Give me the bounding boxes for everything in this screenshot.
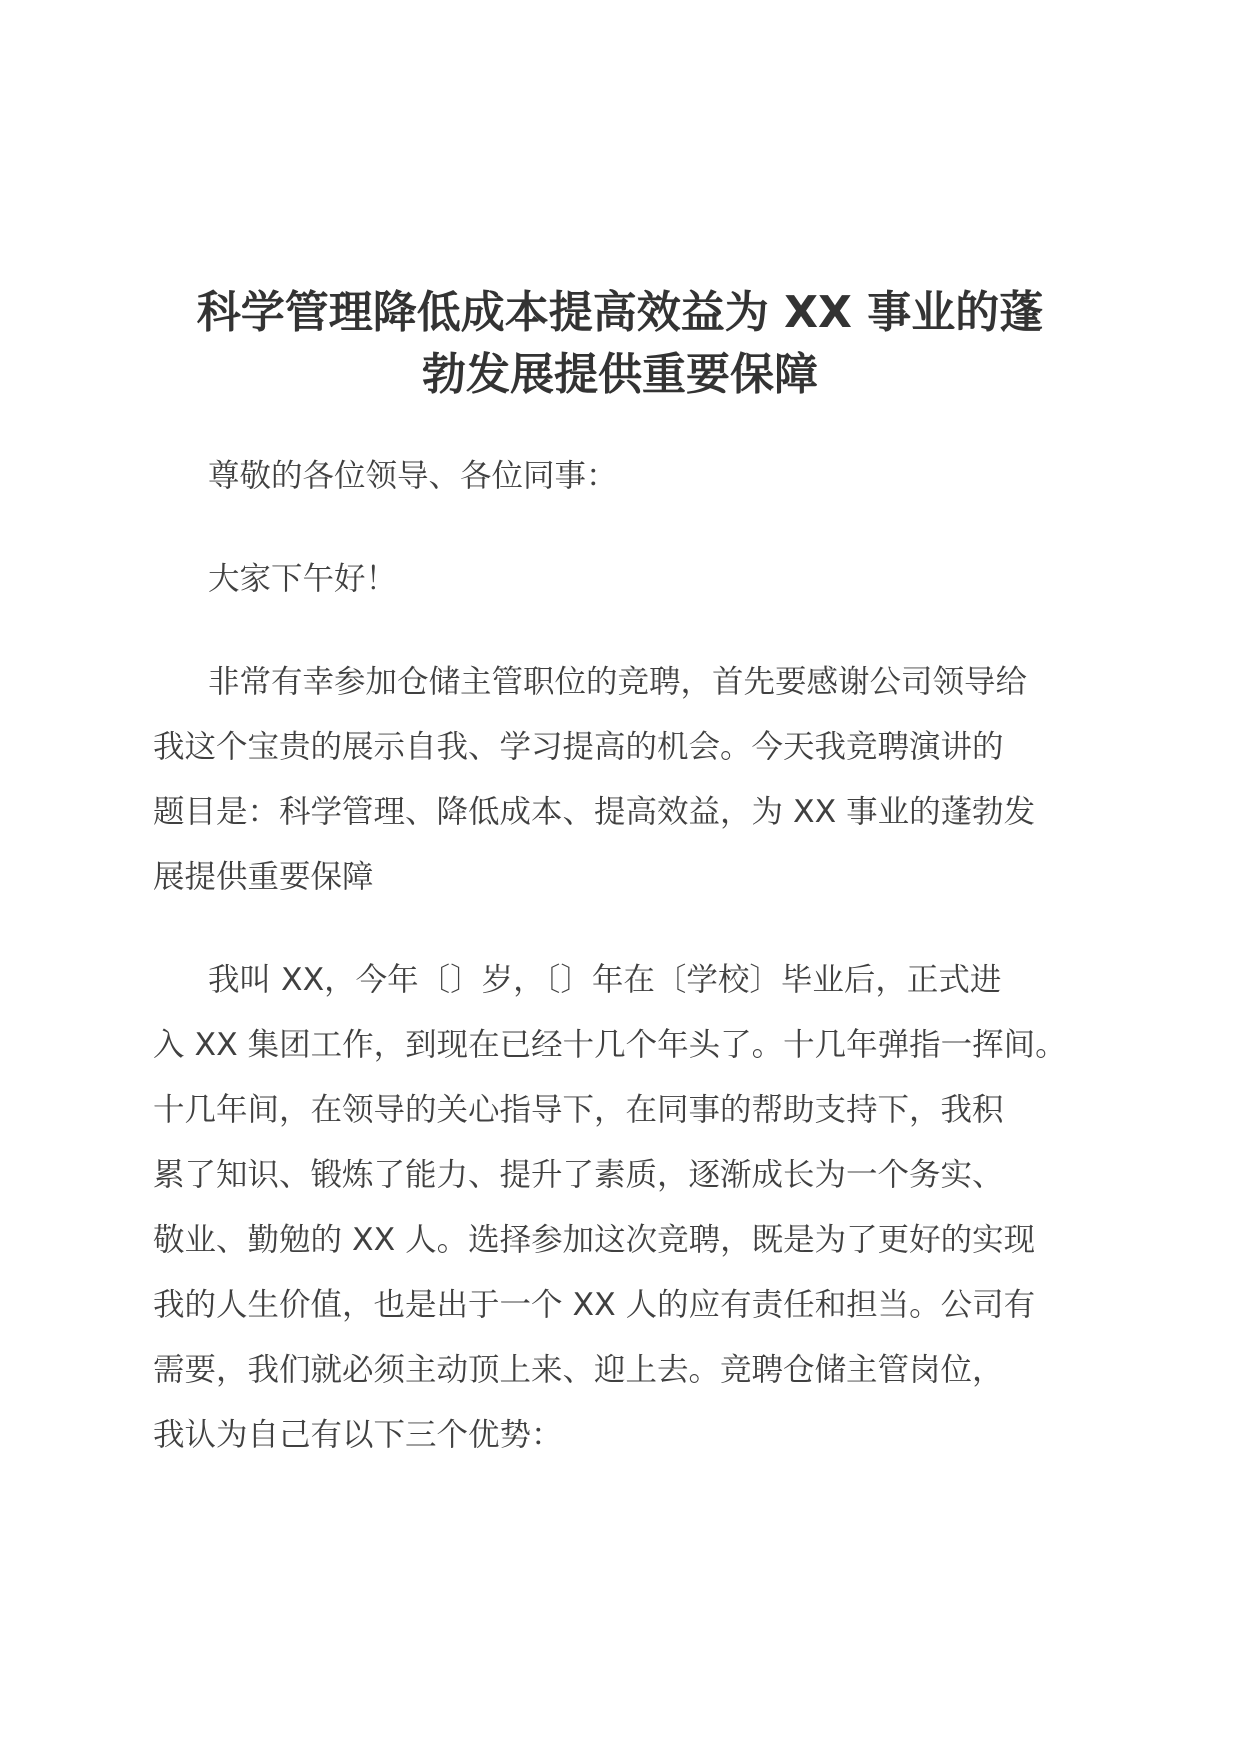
document-title — [150, 282, 1090, 406]
paragraph-line: 我的人生价值，也是出于一个 XX 人的应有责任和担当。公司有 — [153, 1287, 1036, 1323]
paragraph-line: 我这个宝贵的展示自我、学习提高的机会。今天我竞聘演讲的 — [153, 729, 1004, 765]
paragraph-line: 累了知识、锻炼了能力、提升了素质，逐渐成长为一个务实、 — [153, 1157, 1004, 1193]
paragraph-line: 入 XX 集团工作，到现在已经十几个年头了。十几年弹指一挥间。 — [153, 1027, 1067, 1063]
paragraph-line: 十几年间，在领导的关心指导下，在同事的帮助支持下，我积 — [153, 1092, 1004, 1128]
paragraph-line: 我叫 XX，今年〔〕岁，〔〕年在〔学校〕毕业后，正式进 — [208, 962, 1002, 998]
salutation-paragraph — [153, 444, 1093, 509]
intro-paragraph — [153, 650, 1093, 910]
paragraph-line: 敬业、勤勉的 XX 人。选择参加这次竞聘，既是为了更好的实现 — [153, 1222, 1036, 1258]
title-line: 科学管理降低成本提高效益为 XX 事业的蓬 — [196, 287, 1044, 338]
greeting-paragraph — [153, 547, 1093, 612]
paragraph-line: 需要，我们就必须主动顶上来、迎上去。竞聘仓储主管岗位， — [153, 1352, 1004, 1388]
paragraph-line: 非常有幸参加仓储主管职位的竞聘，首先要感谢公司领导给 — [208, 664, 1028, 700]
salutation-text: 尊敬的各位领导、各位同事： — [208, 458, 618, 494]
paragraph-line: 展提供重要保障 — [153, 859, 374, 895]
paragraph-line: 我认为自己有以下三个优势： — [153, 1417, 563, 1453]
title-line: 勃发展提供重要保障 — [422, 349, 818, 400]
self-introduction-paragraph — [153, 948, 1093, 1468]
greeting-text: 大家下午好！ — [208, 561, 398, 597]
paragraph-line: 题目是：科学管理、降低成本、提高效益，为 XX 事业的蓬勃发 — [153, 794, 1036, 830]
